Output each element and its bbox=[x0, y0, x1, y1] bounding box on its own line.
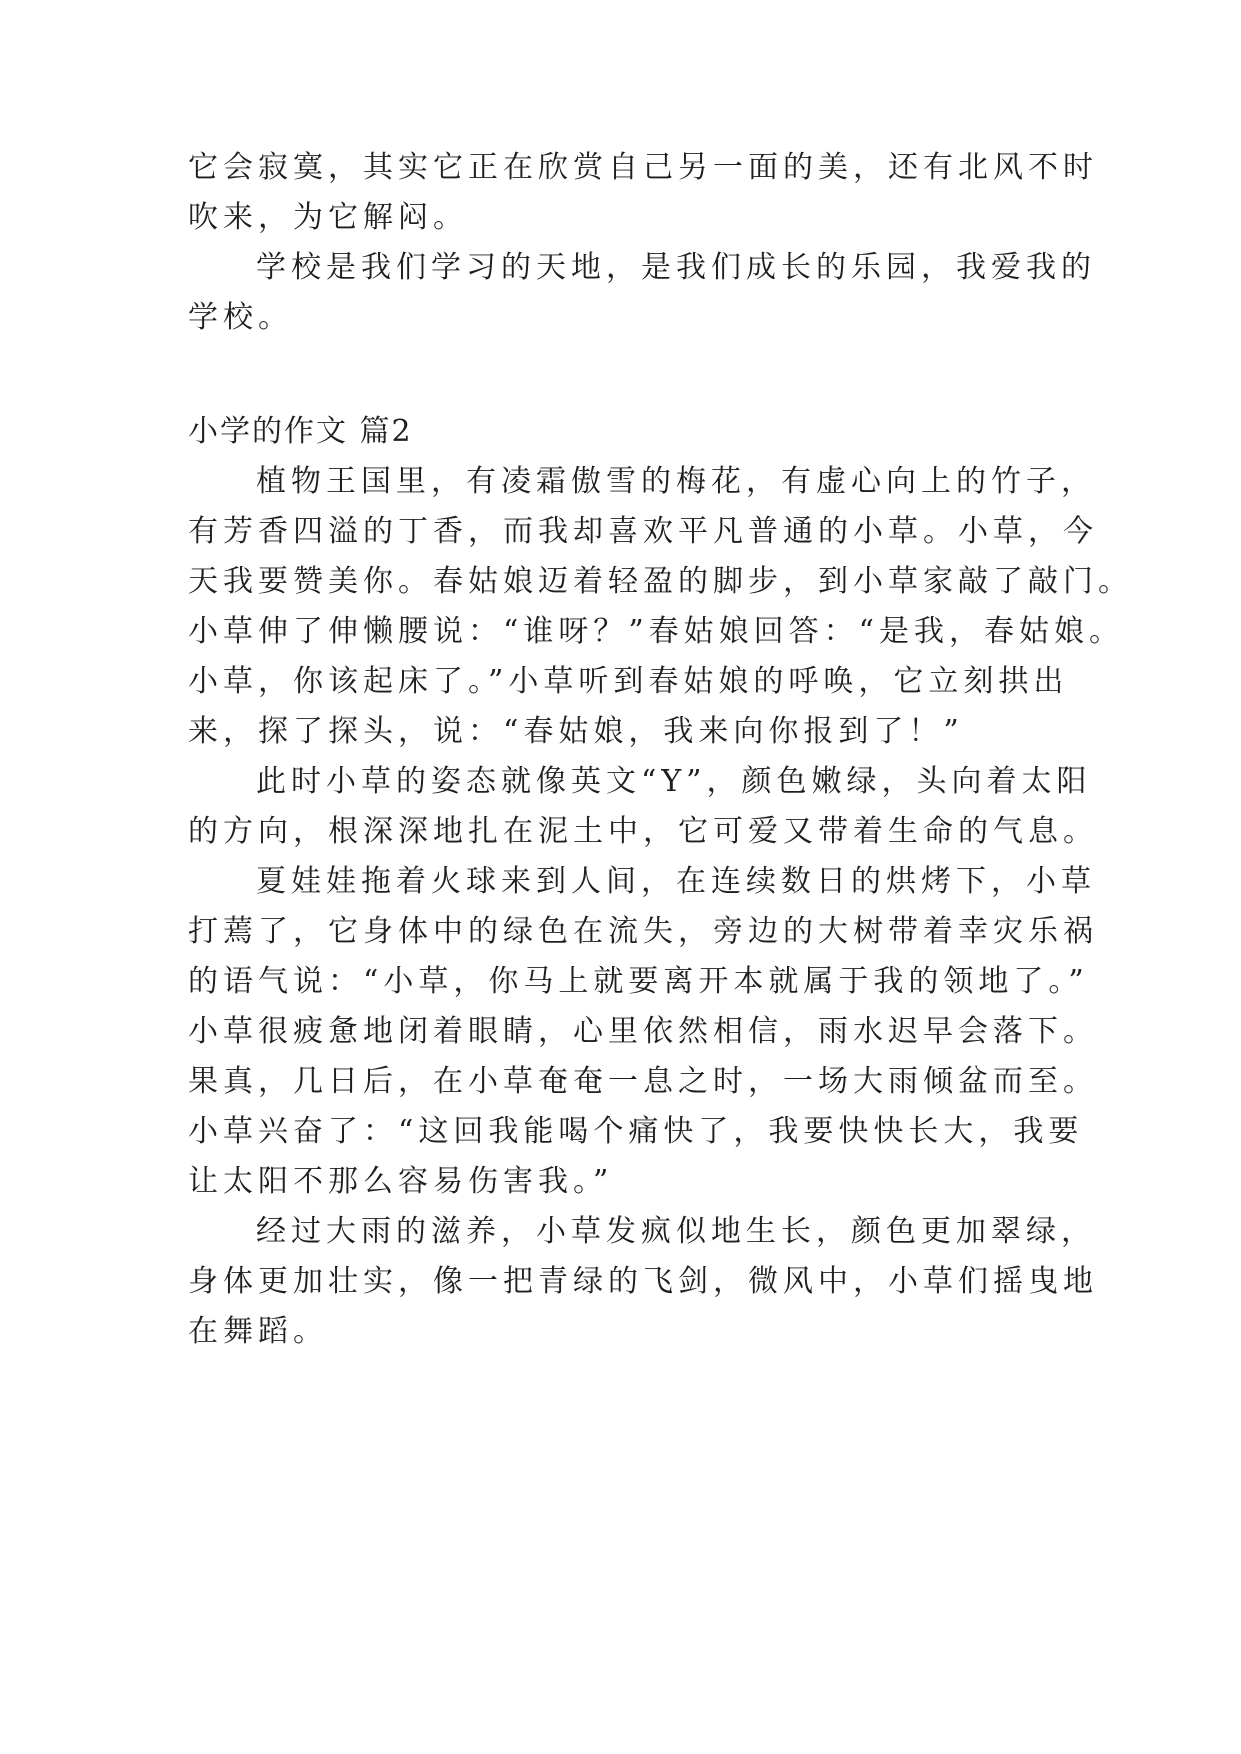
paragraph-line: 身体更加壮实，像一把青绿的飞剑，微风中，小草们摇曳地 bbox=[188, 1264, 1098, 1299]
paragraph-line: 天我要赞美你。春姑娘迈着轻盈的脚步，到小草家敲了敲门。 bbox=[188, 564, 1133, 599]
paragraph-line: 小草，你该起床了。”小草听到春姑娘的呼唤，它立刻拱出 bbox=[188, 664, 1069, 699]
paragraph-line: 此时小草的姿态就像英文“Y”，颜色嫩绿，头向着太阳 bbox=[256, 764, 1092, 799]
paragraph-line: 小草兴奋了：“这回我能喝个痛快了，我要快快长大，我要 bbox=[188, 1114, 1084, 1149]
paragraph-line: 小草伸了伸懒腰说：“谁呀？”春姑娘回答：“是我，春姑娘。 bbox=[188, 614, 1125, 649]
paragraph-line: 的方向，根深深地扎在泥土中，它可爱又带着生命的气息。 bbox=[188, 814, 1098, 849]
paragraph-line: 学校。 bbox=[188, 300, 293, 335]
paragraph-line: 在舞蹈。 bbox=[188, 1314, 328, 1349]
paragraph-line: 夏娃娃拖着火球来到人间，在连续数日的烘烤下，小草 bbox=[256, 864, 1096, 899]
paragraph-line: 的语气说：“小草，你马上就要离开本就属于我的领地了。” bbox=[188, 964, 1089, 999]
paragraph-line: 它会寂寞，其实它正在欣赏自己另一面的美，还有北风不时 bbox=[188, 150, 1098, 185]
paragraph-line: 果真，几日后，在小草奄奄一息之时，一场大雨倾盆而至。 bbox=[188, 1064, 1098, 1099]
section-heading: 小学的作文 篇2 bbox=[188, 414, 413, 449]
paragraph-line: 有芳香四溢的丁香，而我却喜欢平凡普通的小草。小草，今 bbox=[188, 514, 1098, 549]
paragraph-line: 让太阳不那么容易伤害我。” bbox=[188, 1164, 614, 1199]
paragraph-line: 学校是我们学习的天地，是我们成长的乐园，我爱我的 bbox=[256, 250, 1096, 285]
paragraph-line: 吹来，为它解闷。 bbox=[188, 200, 468, 235]
paragraph-line: 经过大雨的滋养，小草发疯似地生长，颜色更加翠绿， bbox=[256, 1214, 1096, 1249]
paragraph-line: 小草很疲惫地闭着眼睛，心里依然相信，雨水迟早会落下。 bbox=[188, 1014, 1098, 1049]
paragraph-line: 来，探了探头，说：“春姑娘，我来向你报到了！” bbox=[188, 714, 964, 749]
paragraph-line: 植物王国里，有凌霜傲雪的梅花，有虚心向上的竹子， bbox=[256, 464, 1096, 499]
paragraph-line: 打蔫了，它身体中的绿色在流失，旁边的大树带着幸灾乐祸 bbox=[188, 914, 1098, 949]
